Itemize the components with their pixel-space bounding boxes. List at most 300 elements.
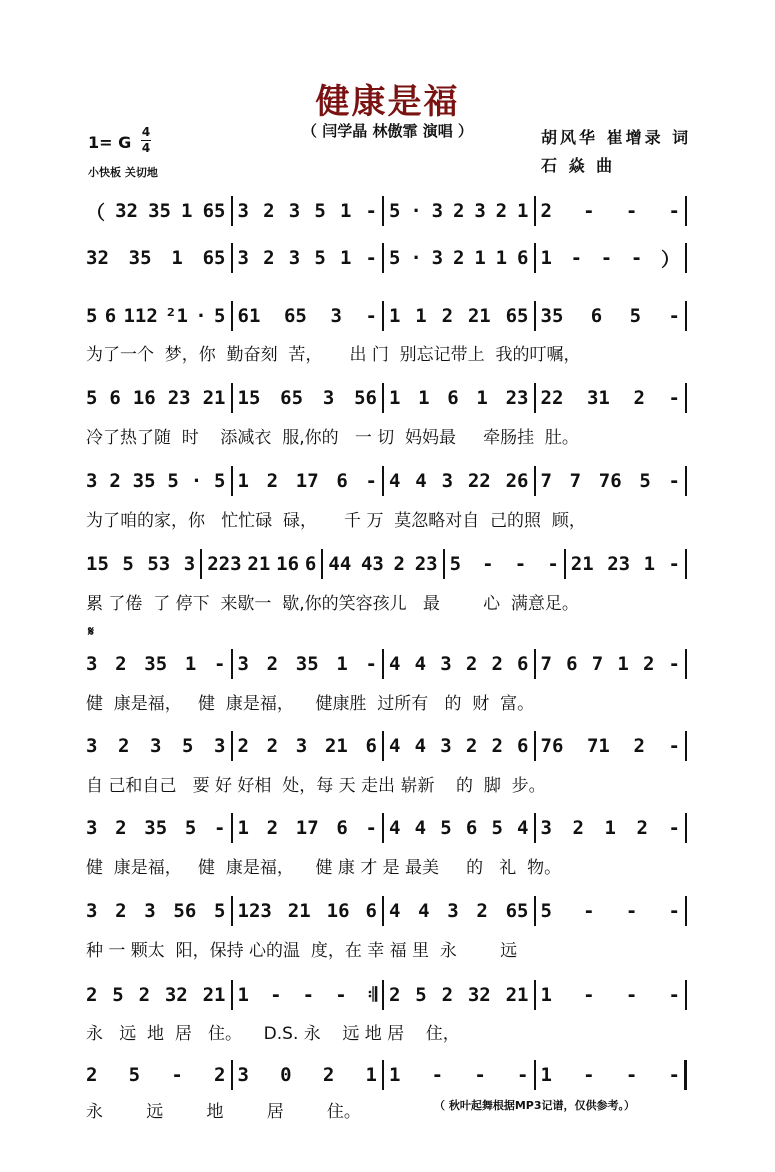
note: 2 [476, 900, 488, 922]
lyric-line-4: 冷了热了随 时 添减衣 服,你的 一 切 妈妈最 牵肠挂 肚。 [86, 428, 579, 448]
note: - [668, 200, 680, 222]
final-barline [684, 1060, 687, 1090]
measure-1 [86, 245, 226, 271]
note: ） [660, 248, 680, 271]
barline [685, 196, 687, 226]
note: 3 [237, 1064, 249, 1086]
note: - [214, 653, 226, 675]
staff-line-4 [86, 385, 696, 411]
barline [534, 243, 536, 273]
note: - [583, 1064, 595, 1086]
barline [382, 301, 384, 331]
note: 2 [393, 553, 405, 575]
note: 21 [287, 900, 311, 922]
note: 21 [202, 984, 226, 1006]
note: 2 [266, 470, 279, 492]
note: - [302, 984, 315, 1006]
note: 23 [167, 387, 191, 409]
note: 16 [276, 553, 300, 575]
note: 56 [173, 900, 197, 922]
note: 6 [517, 735, 529, 757]
measure-1 [86, 198, 226, 224]
note: 5 [449, 553, 462, 575]
note: - [668, 305, 680, 327]
note: 2 [237, 735, 249, 757]
barline [231, 980, 233, 1010]
note: 1 [476, 387, 488, 409]
note: 5 [629, 305, 642, 327]
barline [200, 549, 202, 579]
note: 1 [495, 247, 508, 269]
note: 3 [431, 200, 444, 222]
note: 6 [304, 553, 317, 575]
note: 23 [505, 387, 529, 409]
note: 1 [643, 553, 656, 575]
note: 31 [586, 387, 610, 409]
note: 3 [237, 247, 249, 269]
measure-1 [86, 982, 226, 1008]
note: - [668, 470, 680, 492]
performers: （ 闫学晶 林傲霏 演唱 ） [302, 122, 473, 140]
note: 5 [86, 387, 98, 409]
barline [382, 1060, 384, 1090]
note: 5 [184, 817, 197, 839]
note: 2 [266, 817, 279, 839]
note: - [365, 200, 377, 222]
note: 16 [132, 387, 156, 409]
barline [382, 196, 384, 226]
barline [685, 243, 687, 273]
note: 1 [389, 1064, 401, 1086]
barline [534, 980, 536, 1010]
barline [534, 1060, 536, 1090]
note: 3 [295, 735, 308, 757]
measure-3 [389, 468, 529, 494]
tempo-marking: 小快板 关切地 [88, 166, 158, 179]
measure-3 [389, 982, 529, 1008]
barline [231, 196, 233, 226]
measure-4 [541, 1062, 681, 1088]
note: 1 [540, 247, 552, 269]
measure-3 [389, 1062, 529, 1088]
measure-4 [541, 733, 681, 759]
barline [534, 383, 536, 413]
barline [231, 1060, 233, 1090]
note: 2 [214, 1064, 226, 1086]
note: - [668, 387, 680, 409]
note: 3 [237, 200, 249, 222]
note: 17 [295, 817, 319, 839]
note: 65 [280, 387, 304, 409]
note: - [365, 247, 377, 269]
note: 4 [415, 470, 427, 492]
note: - [625, 900, 638, 922]
note: 4 [418, 900, 430, 922]
note: 22 [540, 387, 564, 409]
note: 4 [389, 900, 401, 922]
note: 112 [123, 305, 158, 327]
note: 35 [144, 653, 168, 675]
note: 23 [414, 553, 438, 575]
barline [685, 383, 687, 413]
note: 4 [389, 735, 401, 757]
note: 5 [540, 900, 552, 922]
barline [382, 980, 384, 1010]
note: 35 [144, 817, 168, 839]
note: 35 [148, 200, 171, 222]
measure-1 [86, 468, 226, 494]
barline [685, 549, 687, 579]
note: 2 [452, 200, 465, 222]
note: 65 [505, 305, 529, 327]
note: 21 [324, 735, 348, 757]
note: 223 [207, 553, 242, 575]
note: - [270, 984, 282, 1006]
note: 3 [322, 387, 335, 409]
note: 2 [642, 653, 655, 675]
measure-4 [541, 303, 681, 329]
staff-line-5 [86, 468, 696, 494]
measure-3 [389, 815, 529, 841]
note: - [365, 305, 377, 327]
measure-1 [86, 815, 226, 841]
footnote: （ 秋叶起舞根据MP3记谱，仅供参考。） [434, 1099, 635, 1112]
note: 21 [247, 553, 271, 575]
note: 5 [122, 553, 134, 575]
note: - [570, 247, 583, 269]
note: 1 [365, 1064, 377, 1086]
barline [534, 466, 536, 496]
note: - [171, 1064, 183, 1086]
note: - [431, 1064, 444, 1086]
note: 2 [263, 200, 275, 222]
note: 2 [322, 1064, 335, 1086]
note: 17 [295, 470, 319, 492]
note: 3 [183, 553, 196, 575]
note: 32 [86, 247, 109, 269]
staff-line-2 [86, 245, 696, 271]
note: 26 [505, 470, 529, 492]
note: 3 [540, 817, 552, 839]
note: 1 [617, 653, 629, 675]
measure-2 [207, 551, 316, 577]
measure-4 [541, 385, 681, 411]
barline [685, 649, 687, 679]
note: 3 [86, 653, 98, 675]
note: 5 [214, 470, 226, 492]
note: 4 [389, 470, 401, 492]
measure-4 [541, 651, 681, 677]
note: 7 [540, 653, 552, 675]
barline [534, 731, 536, 761]
barline [685, 466, 687, 496]
note: 5 [314, 200, 326, 222]
note: 35 [295, 653, 319, 675]
measure-1 [86, 1062, 226, 1088]
barline [685, 896, 687, 926]
staff-line-10 [86, 898, 696, 924]
measure-2 [238, 733, 378, 759]
note: - [474, 1064, 486, 1086]
measure-4 [450, 551, 559, 577]
note: 2 [465, 735, 478, 757]
note: 6 [447, 387, 459, 409]
note: 2 [633, 735, 645, 757]
note: 3 [144, 900, 156, 922]
note: 3 [288, 247, 301, 269]
note: - [668, 817, 680, 839]
note: 1 [415, 305, 427, 327]
lyric-line-6: 累 了倦 了 停下 来歇一 歇,你的笑容孩儿 最 心 满意足。 [86, 594, 579, 614]
note: 2 [495, 200, 508, 222]
note: 2 [115, 817, 127, 839]
note: - [668, 1064, 680, 1086]
song-title: 健康是福 [315, 82, 460, 122]
note: 6 [566, 653, 578, 675]
note: 1 [237, 817, 249, 839]
barline [231, 466, 233, 496]
note: · [195, 305, 207, 327]
note: 5 [213, 305, 226, 327]
note: 3 [86, 470, 98, 492]
note: - [668, 900, 680, 922]
note: 21 [570, 553, 594, 575]
measure-2 [238, 198, 378, 224]
barline [382, 243, 384, 273]
barline [231, 731, 233, 761]
note: 1 [389, 305, 401, 327]
measure-4 [541, 815, 681, 841]
note: 0 [280, 1064, 292, 1086]
note: - [668, 735, 680, 757]
lyric-line-7: 健 康是福， 健 康是福， 健康胜 过所有 的 财 富。 [86, 694, 535, 714]
barline [534, 301, 536, 331]
measure-2 [238, 815, 378, 841]
note: 6 [516, 247, 529, 269]
note: 1 [184, 653, 197, 675]
measure-2 [238, 468, 378, 494]
lyric-line-5: 为了咱的家，你 忙忙碌 碌， 千 万 莫忽略对自 己的照 顾， [86, 511, 586, 531]
measure-3 [389, 898, 529, 924]
note: 6 [365, 900, 377, 922]
barline [534, 196, 536, 226]
barline [685, 980, 687, 1010]
measure-3 [389, 198, 529, 224]
note: 6 [465, 817, 478, 839]
note: 35 [128, 247, 152, 269]
note: 2 [633, 387, 645, 409]
note: 2 [109, 470, 121, 492]
measure-3 [389, 733, 529, 759]
note: 4 [414, 735, 427, 757]
staff-line-1 [86, 198, 696, 224]
measure-4 [541, 468, 681, 494]
note: 3 [86, 735, 98, 757]
note: · [410, 200, 422, 222]
note: 2 [115, 653, 127, 675]
barline [321, 549, 323, 579]
note: 23 [607, 553, 631, 575]
note: 65 [505, 900, 529, 922]
note: 123 [237, 900, 272, 922]
barline [231, 383, 233, 413]
note: 5 [112, 984, 124, 1006]
staff-line-8 [86, 733, 696, 759]
note: 76 [598, 470, 622, 492]
note: 43 [360, 553, 384, 575]
measure-3 [389, 385, 529, 411]
note: 2 [266, 653, 279, 675]
note: 4 [414, 817, 427, 839]
note: 32 [467, 984, 491, 1006]
barline [382, 896, 384, 926]
note: 21 [505, 984, 529, 1006]
note: 2 [465, 653, 478, 675]
credits [541, 124, 691, 180]
staff-line-3 [86, 303, 696, 329]
time-signature-bottom: 4 [141, 141, 151, 155]
note: 1 [389, 387, 401, 409]
note: - [625, 200, 638, 222]
barline [382, 466, 384, 496]
note: 3 [86, 817, 98, 839]
note: 5 [639, 470, 651, 492]
measure-1 [86, 385, 226, 411]
lyric-line-8: 自 己和自己 要 好 好相 处，每 天 走出 崭新 的 脚 步。 [86, 776, 546, 796]
note: 4 [389, 817, 401, 839]
note: 2 [138, 984, 151, 1006]
note: - [514, 553, 527, 575]
note: - [668, 984, 680, 1006]
measure-1 [86, 303, 226, 329]
note: 6 [365, 735, 377, 757]
note: 2 [636, 817, 648, 839]
note: - [365, 653, 377, 675]
note: - [482, 553, 494, 575]
note: 2 [266, 735, 279, 757]
note: · [410, 247, 422, 269]
note: 3 [214, 735, 226, 757]
note: 1 [339, 200, 352, 222]
lyric-line-11: 永 远 地 居 住。 D.S. 永 远 地 居 住， [86, 1024, 460, 1044]
note: 3 [237, 653, 249, 675]
barline [534, 896, 536, 926]
note: 53 [147, 553, 171, 575]
note: 1 [339, 247, 352, 269]
note: 15 [86, 553, 109, 575]
note: 2 [86, 1064, 98, 1086]
note: 21 [202, 387, 226, 409]
note: · [190, 470, 203, 492]
note: 1 [418, 387, 430, 409]
note: 7 [540, 470, 552, 492]
note: 65 [283, 305, 307, 327]
note: 2 [441, 984, 454, 1006]
barline [382, 731, 384, 761]
note: 2 [540, 200, 552, 222]
note: 65 [202, 200, 226, 222]
note: 35 [132, 470, 156, 492]
note: 6 [109, 387, 121, 409]
note: 1 [237, 984, 249, 1006]
note: 2 [389, 984, 401, 1006]
note: 16 [326, 900, 350, 922]
note: 5 [128, 1064, 141, 1086]
note: 1 [336, 653, 348, 675]
note: 𝄇 [367, 984, 377, 1006]
note: 5 [389, 247, 401, 269]
barline [231, 243, 233, 273]
measure-3 [328, 551, 437, 577]
barline [534, 813, 536, 843]
note: （ [86, 201, 106, 224]
note: 5 [440, 817, 452, 839]
note: 5 [86, 305, 98, 327]
key-signature: 1= G [88, 133, 132, 152]
measure-3 [389, 303, 529, 329]
note: 56 [354, 387, 377, 409]
note: 7 [591, 653, 604, 675]
note: 2 [491, 735, 503, 757]
barline [534, 649, 536, 679]
measure-1 [86, 733, 226, 759]
measure-4 [541, 898, 681, 924]
measure-2 [238, 651, 378, 677]
note: 5 [167, 470, 179, 492]
lyricists: 胡风华 崔增录 词 [541, 128, 692, 147]
lyric-line-10: 种 一 颗太 阳，保持 心的温 度，在 幸 福 里 永 远 [86, 941, 518, 961]
note: 4 [414, 653, 427, 675]
measure-5 [571, 551, 680, 577]
staff-line-7 [86, 651, 696, 677]
staff-line-6 [86, 551, 696, 577]
note: - [583, 900, 595, 922]
measure-4 [541, 245, 681, 271]
note: 3 [431, 247, 444, 269]
note: - [583, 984, 595, 1006]
measure-4 [541, 198, 681, 224]
measure-2 [238, 898, 378, 924]
staff-line-11 [86, 982, 696, 1008]
note: - [335, 984, 347, 1006]
note: 6 [590, 305, 603, 327]
note: - [668, 553, 680, 575]
note: - [600, 247, 613, 269]
note: - [365, 470, 377, 492]
note: 3 [288, 200, 301, 222]
measure-2 [238, 385, 378, 411]
note: 1 [181, 200, 193, 222]
note: 1 [604, 817, 616, 839]
barline [382, 649, 384, 679]
time-signature [141, 126, 151, 155]
note: 4 [517, 817, 529, 839]
note: 3 [447, 900, 459, 922]
time-signature-top: 4 [141, 125, 151, 139]
note: 35 [540, 305, 564, 327]
note: 2 [441, 305, 454, 327]
note: 3 [440, 735, 452, 757]
note: 7 [569, 470, 582, 492]
note: 21 [467, 305, 491, 327]
note: 1 [171, 247, 183, 269]
note: 1 [540, 1064, 552, 1086]
barline [564, 549, 566, 579]
note: 76 [540, 735, 564, 757]
note: 1 [516, 200, 529, 222]
lyric-line-9: 健 康是福， 健 康是福， 健 康 才 是 最美 的 礼 物。 [86, 858, 562, 878]
note: 2 [118, 735, 130, 757]
